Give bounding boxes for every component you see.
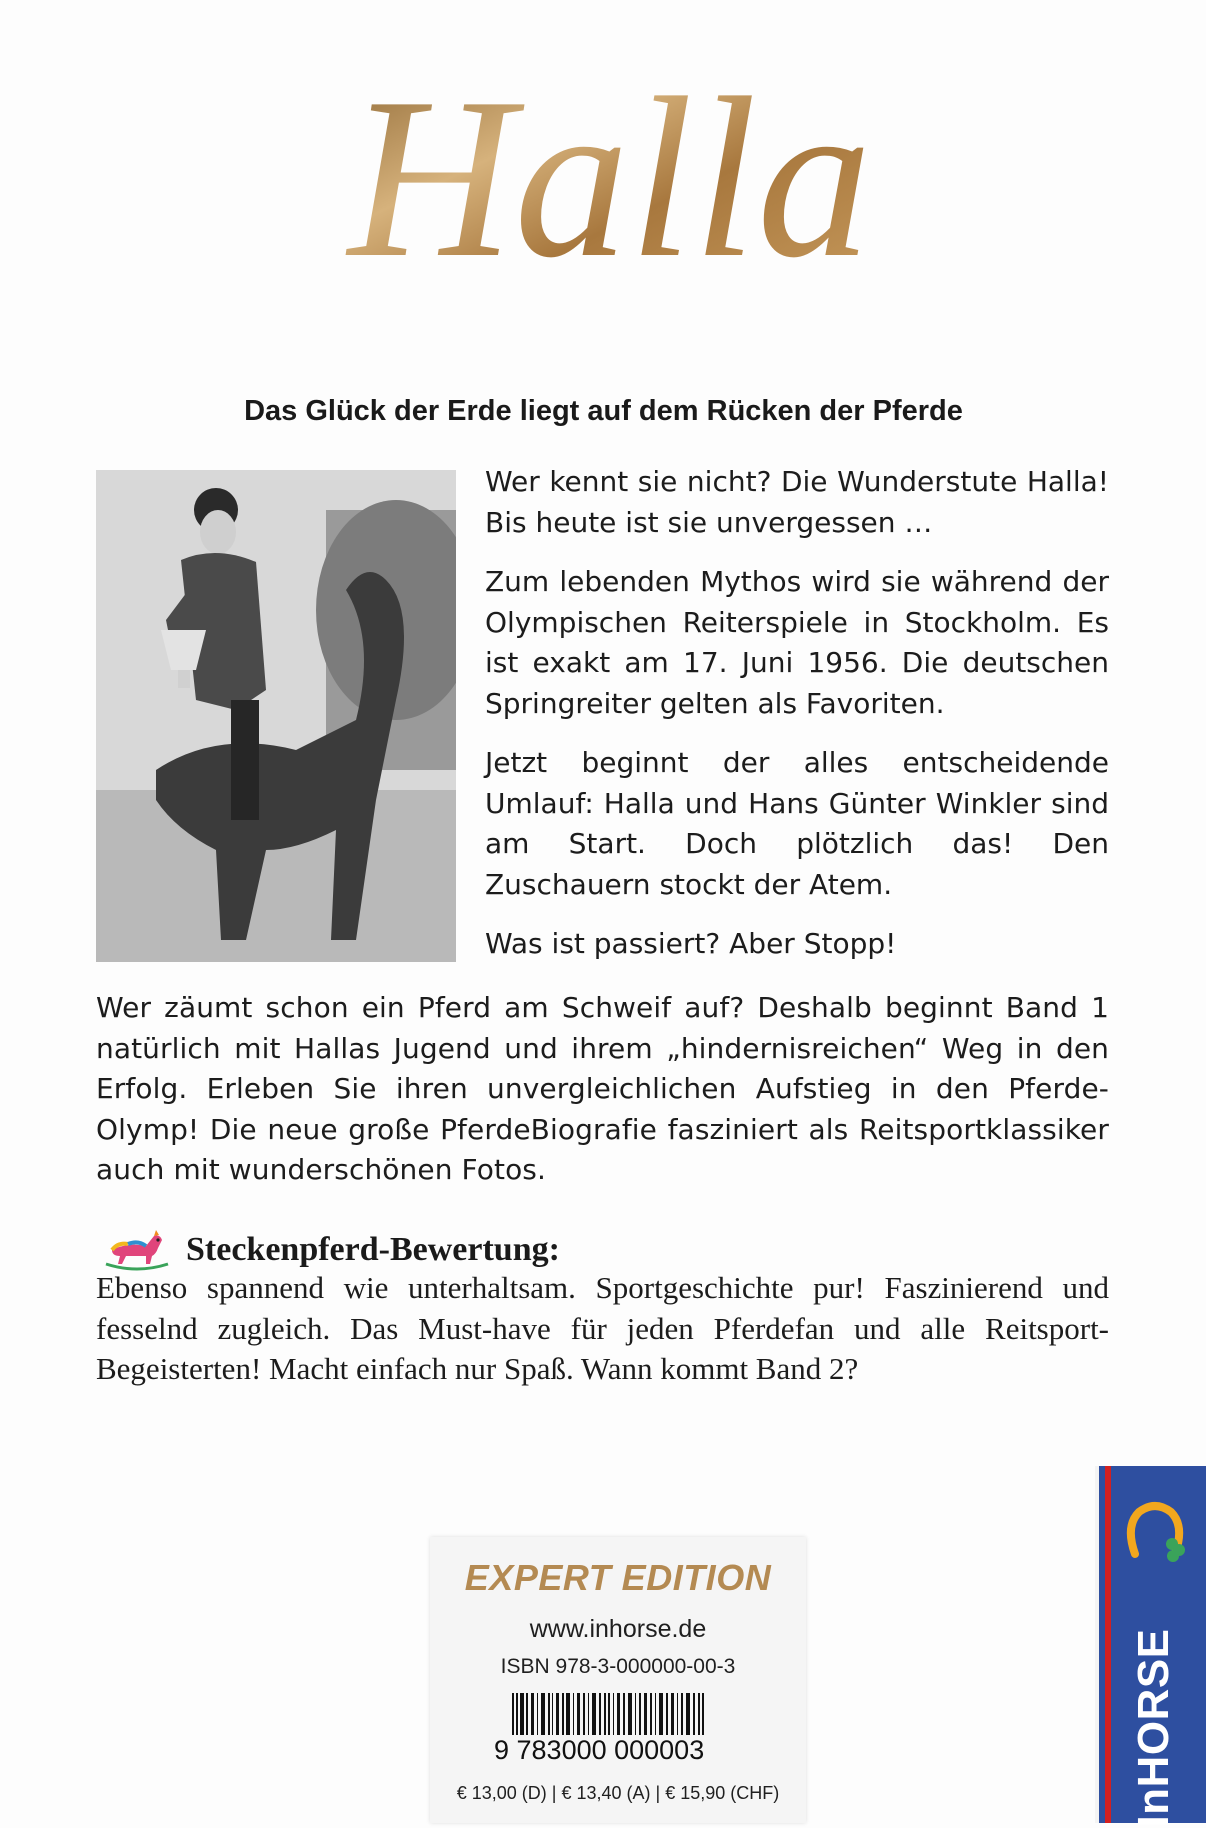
description-paragraph: Wer zäumt schon ein Pferd am Schweif auf? Deshalb beginnt Band 1 natürlich mit Hallas Jugend und ihrem „hindernisreichen“ Weg in den Erfolg. Erleben Sie ihren unvergleichlichen Aufstieg in den Pferde-Olymp! Die neue große PferdeBiografie fasziniert als Reitsportklassiker auch mit wunderschönen Fotos. — [96, 991, 1109, 1186]
paragraph: Zum lebenden Mythos wird sie während der Olympischen Reiterspiele in Stockholm. Es ist exakt am 17. Juni 1956. Die deutschen Springreiter gelten als Favoriten. — [485, 565, 1109, 720]
barcode-digits: 9 783000 000003 — [494, 1735, 705, 1765]
rating-title: Steckenpferd-Bewertung: — [186, 1231, 560, 1268]
paragraph: Wer kennt sie nicht? Die Wunderstute Halla! Bis heute ist sie unvergessen … — [485, 465, 1109, 539]
publisher-name: InHORSE — [1129, 1628, 1178, 1828]
rider-horse-photo — [96, 470, 456, 962]
paragraph: Was ist passiert? Aber Stopp! — [485, 927, 897, 960]
intro-text — [485, 462, 1109, 984]
edition-label: EXPERT EDITION — [464, 1557, 772, 1598]
isbn-box — [430, 1537, 806, 1823]
publisher-logo — [1095, 1466, 1206, 1828]
price-line: € 13,00 (D) | € 13,40 (A) | € 15,90 (CHF) — [456, 1783, 780, 1803]
rating-text: Ebenso spannend wie unterhaltsam. Sportgeschichte pur! Faszinierend und fesselnd zugleich. Das Must-have für jeden Pferdefan und alle Reitsport-Begeisterten! Macht einfach nur Spaß. Wann kommt Band 2? — [96, 1270, 1109, 1386]
rating-heading — [98, 1228, 560, 1272]
website-url: www.inhorse.de — [529, 1615, 707, 1643]
svg-text:Halla: Halla — [348, 50, 872, 305]
isbn-number: ISBN 978-3-000000-00-3 — [500, 1655, 736, 1678]
book-title — [260, 30, 960, 320]
title-lettering — [260, 30, 960, 320]
tagline: Das Glück der Erde liegt auf dem Rücken der Pferde — [244, 395, 963, 427]
rocking-horse-icon — [98, 1228, 176, 1272]
paragraph: Jetzt beginnt der alles entscheidende Umlauf: Halla und Hans Günter Winkler sind am Start. Doch plötzlich das! Den Zuschauern stockt der Atem. — [485, 746, 1109, 901]
